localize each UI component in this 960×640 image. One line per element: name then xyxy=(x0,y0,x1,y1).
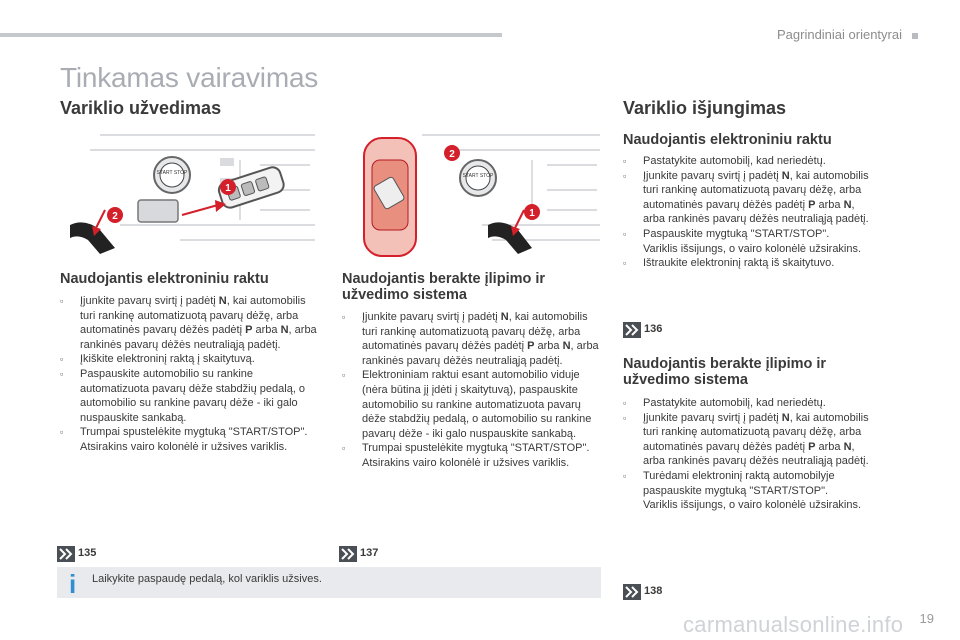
list-item: ▫ Įjunkite pavarų svirtį į padėtį N, kai automobilis turi rankinę automatizuotą pavarų dėžę, arba automatinės pavarų dėžės padėtį P arba N, arba rankinės pavarų dėžės neutraliąją padėtį. xyxy=(342,311,599,367)
list-item: ▫ Paspauskite automobilio su rankine automatizuota pavarų dėže stabdžių pedalą, o automobilio su rankine pavarų dėže - iki galo nuspauskite sankabą. xyxy=(60,367,306,424)
list-item: ▫ Įjunkite pavarų svirtį į padėtį N, kai automobilis turi rankinę automatizuotą pavarų dėžę, arba automatinės pavarų dėžės padėtį P arba N, arba rankinės pavarų dėžės neutraliąją padėtį. xyxy=(623,169,869,226)
heading-engine-stop: Variklio išjungimas xyxy=(623,98,787,118)
illustration-keyless-start xyxy=(342,130,604,260)
chevron-right-icon xyxy=(57,546,75,562)
square-bullet-icon: ▫ xyxy=(623,156,627,166)
chevron-right-icon xyxy=(623,322,641,338)
square-bullet-icon: ▫ xyxy=(623,170,627,181)
square-bullet-icon: ▫ xyxy=(342,312,346,322)
page-number: 19 xyxy=(919,611,934,626)
reference-number: 138 xyxy=(644,585,663,597)
list-item: ▫ Paspauskite mygtuką "START/STOP". Variklis išsijungs, o vairo kolonėlė užsirakins. xyxy=(623,227,862,255)
subheading-key-stop: Naudojantis elektroniniu raktu xyxy=(623,132,832,148)
square-bullet-icon: ▫ xyxy=(342,443,346,454)
svg-text:2: 2 xyxy=(112,211,118,222)
list-item: ▫ Trumpai spustelėkite mygtuką "START/STOP". Atsirakins vairo kolonėlė ir užsives variklis. xyxy=(60,426,308,453)
square-bullet-icon: ▫ xyxy=(60,354,64,365)
svg-text:2: 2 xyxy=(449,149,455,160)
list-item: ▫ Pastatykite automobilį, kad neriedėtų. xyxy=(623,397,826,409)
header-bar xyxy=(0,33,502,37)
page-title: Tinkamas vairavimas xyxy=(60,62,319,93)
list-item: ▫ Ištraukite elektroninį raktą iš skaitytuvo. xyxy=(623,257,835,270)
square-bullet-icon: ▫ xyxy=(60,368,64,379)
list-item: ▫ Turėdami elektroninį raktą automobilyje paspauskite mygtuką "START/STOP". Variklis išsijungs, o vairo kolonėlė užsirakins. xyxy=(623,469,862,512)
square-bullet-icon: ▫ xyxy=(342,370,346,381)
square-bullet-icon: ▫ xyxy=(623,412,627,423)
square-bullet-icon: ▫ xyxy=(623,470,627,481)
section-marker xyxy=(912,33,918,39)
watermark: carmanualsonline.info xyxy=(683,612,904,637)
info-icon: i xyxy=(69,569,77,599)
steps-key-stop xyxy=(623,154,878,271)
heading-engine-start: Variklio užvedimas xyxy=(60,98,222,118)
info-box xyxy=(57,567,601,598)
section-label: Pagrindiniai orientyrai xyxy=(776,27,902,42)
steps-keyless-stop xyxy=(623,396,878,513)
subheading-keyless-start: Naudojantis berakte įlipimo ir užvedimo sistema xyxy=(342,271,546,303)
list-item: ▫ Įjunkite pavarų svirtį į padėtį N, kai automobilis turi rankinę automatizuotą pavarų dėžę, arba automatinės pavarų dėžės padėtį P arba N, arba rankinės pavarų dėžės neutraliąją padėtį. xyxy=(623,411,869,468)
square-bullet-icon: ▫ xyxy=(60,296,64,306)
svg-text:START STOP: START STOP xyxy=(156,170,188,176)
reference-number: 137 xyxy=(360,547,379,559)
square-bullet-icon: ▫ xyxy=(60,427,64,438)
info-text: Laikykite paspaudę pedalą, kol variklis užsives. xyxy=(92,573,322,585)
list-item: ▫ Trumpai spustelėkite mygtuką "START/STOP". Atsirakins vairo kolonėlė ir užsives variklis. xyxy=(342,442,590,469)
chevron-right-icon xyxy=(623,584,641,600)
steps-keyless-start xyxy=(342,310,604,471)
square-bullet-icon: ▫ xyxy=(623,228,627,239)
svg-text:START STOP: START STOP xyxy=(462,173,494,179)
svg-text:1: 1 xyxy=(225,183,231,194)
steps-key-start xyxy=(60,294,322,455)
list-item: ▫ Įkiškite elektroninį raktą į skaitytuvą. xyxy=(60,353,255,366)
reference-number: 135 xyxy=(78,547,97,559)
start-stop-button-label xyxy=(157,170,188,176)
list-item: ▫ Elektroniniam raktui esant automobilio viduje (nėra būtina jį įdėti į skaitytuvą), paspauskite automobilio su rankine automatizuota pavarų dėže stabdžių pedalą, o automobilio su rankine pavarų dėže - iki galo nuspauskite sankabą. xyxy=(342,369,592,440)
square-bullet-icon: ▫ xyxy=(623,398,627,408)
svg-text:1: 1 xyxy=(529,208,535,219)
list-item: ▫ Įjunkite pavarų svirtį į padėtį N, kai automobilis turi rankinę automatizuotą pavarų dėžę, arba automatinės pavarų dėžės padėtį P arba N, arba rankinės pavarų dėžės neutraliąją padėtį. xyxy=(60,295,317,351)
subheading-key-start: Naudojantis elektroniniu raktu xyxy=(60,271,269,287)
illustration-key-start xyxy=(60,130,320,260)
reference-number: 136 xyxy=(644,323,663,335)
chevron-right-icon xyxy=(339,546,357,562)
square-bullet-icon: ▫ xyxy=(623,258,627,269)
subheading-keyless-stop: Naudojantis berakte įlipimo ir užvedimo sistema xyxy=(623,356,827,388)
list-item: ▫ Pastatykite automobilį, kad neriedėtų. xyxy=(623,155,826,167)
